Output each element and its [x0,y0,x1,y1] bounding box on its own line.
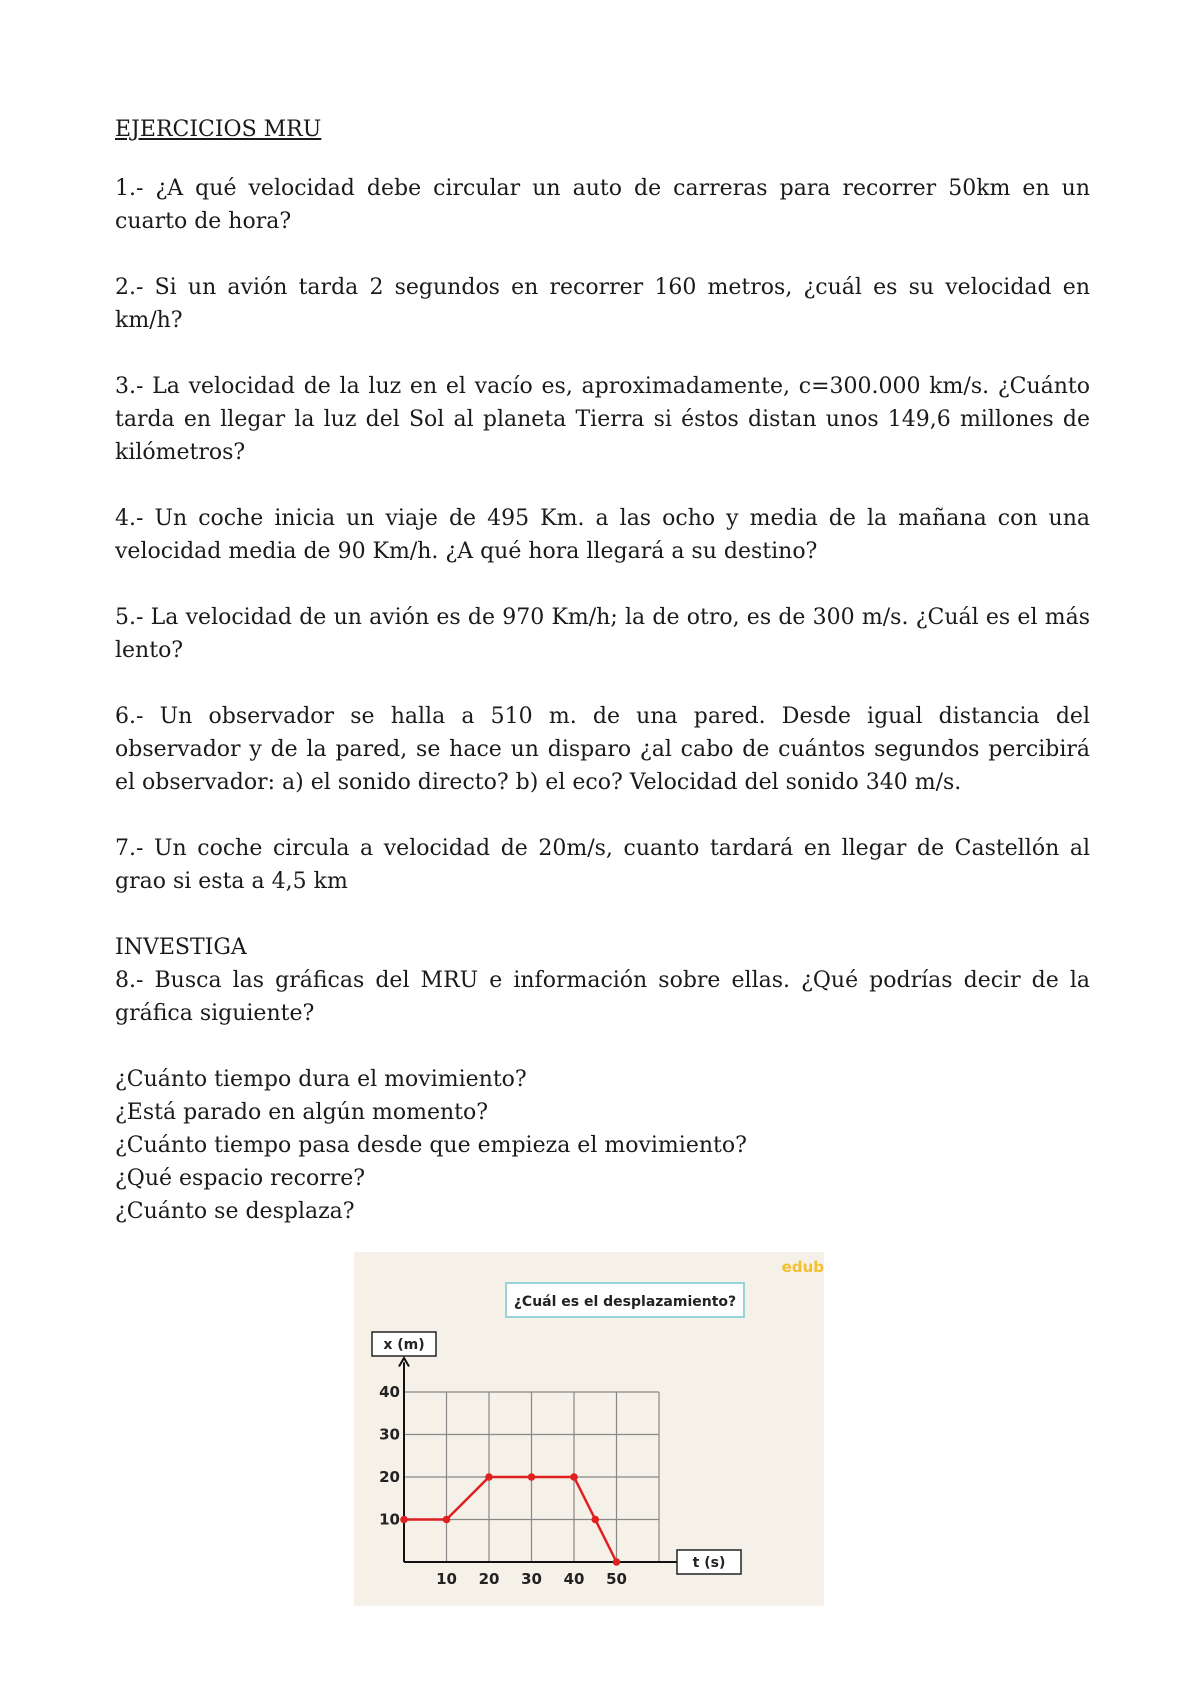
x-tick-label: 50 [606,1570,627,1588]
y-axis-label: x (m) [383,1337,425,1353]
data-point [443,1516,451,1524]
data-point [485,1473,493,1481]
data-point [613,1558,621,1566]
question-item: ¿Qué espacio recorre? [115,1166,366,1191]
question-item: ¿Cuánto tiempo dura el movimiento? [115,1067,527,1092]
x-tick-label: 10 [436,1570,457,1588]
exercise-1: 1.- ¿A qué velocidad debe circular un auto de carreras para recorrer 50km en un cuarto de hora? [115,176,1090,234]
y-tick-label: 20 [379,1468,400,1486]
question-item: ¿Cuánto se desplaza? [115,1199,355,1224]
exercise-4: 4.- Un coche inicia un viaje de 495 Km. a las ocho y media de la mañana con una velocidad media de 90 Km/h. ¿A qué hora llegará a su destino? [115,506,1090,564]
chart-title: ¿Cuál es el desplazamiento? [513,1294,737,1310]
question-item: ¿Está parado en algún momento? [115,1100,489,1125]
exercise-3: 3.- La velocidad de la luz en el vacío es, aproximadamente, c=300.000 km/s. ¿Cuánto tarda en llegar la luz del Sol al planeta Tierra si éstos distan unos 149,6 millones de kilómetros? [115,374,1090,465]
x-axis-label: t (s) [692,1555,726,1571]
exercise-8: 8.- Busca las gráficas del MRU e información sobre ellas. ¿Qué podrías decir de la gráfica siguiente? [115,968,1090,1026]
x-tick-label: 40 [563,1570,585,1588]
x-tick-label: 30 [521,1570,542,1588]
chart-figure [354,1252,824,1606]
y-tick-label: 30 [379,1425,400,1444]
data-point [400,1516,408,1524]
document-page [115,114,1090,1228]
data-point [570,1473,578,1481]
exercise-5: 5.- La velocidad de un avión es de 970 Km/h; la de otro, es de 300 m/s. ¿Cuál es el más lento? [115,605,1090,663]
y-tick-label: 40 [379,1383,400,1401]
data-point [528,1473,536,1481]
data-point [591,1516,599,1524]
exercise-6: 6.- Un observador se halla a 510 m. de una pared. Desde igual distancia del observador y de la pared, se hace un disparo ¿al cabo de cuántos segundos percibirá el observador: a) el sonido directo? b) el eco? Velocidad del sonido 340 m/s. [115,704,1090,795]
x-tick-label: 20 [478,1570,500,1588]
question-item: ¿Cuánto tiempo pasa desde que empieza el movimiento? [115,1133,747,1158]
investiga-heading: INVESTIGA [115,935,247,960]
displacement-chart [354,1252,824,1606]
exercise-2: 2.- Si un avión tarda 2 segundos en recorrer 160 metros, ¿cuál es su velocidad en km/h? [115,275,1090,333]
document-title: EJERCICIOS MRU [115,117,322,142]
y-tick-label: 10 [379,1510,400,1529]
question-list [115,1063,1090,1228]
watermark-logo: edub [781,1258,824,1276]
exercise-7: 7.- Un coche circula a velocidad de 20m/s, cuanto tardará en llegar de Castellón al grao si esta a 4,5 km [115,836,1090,894]
